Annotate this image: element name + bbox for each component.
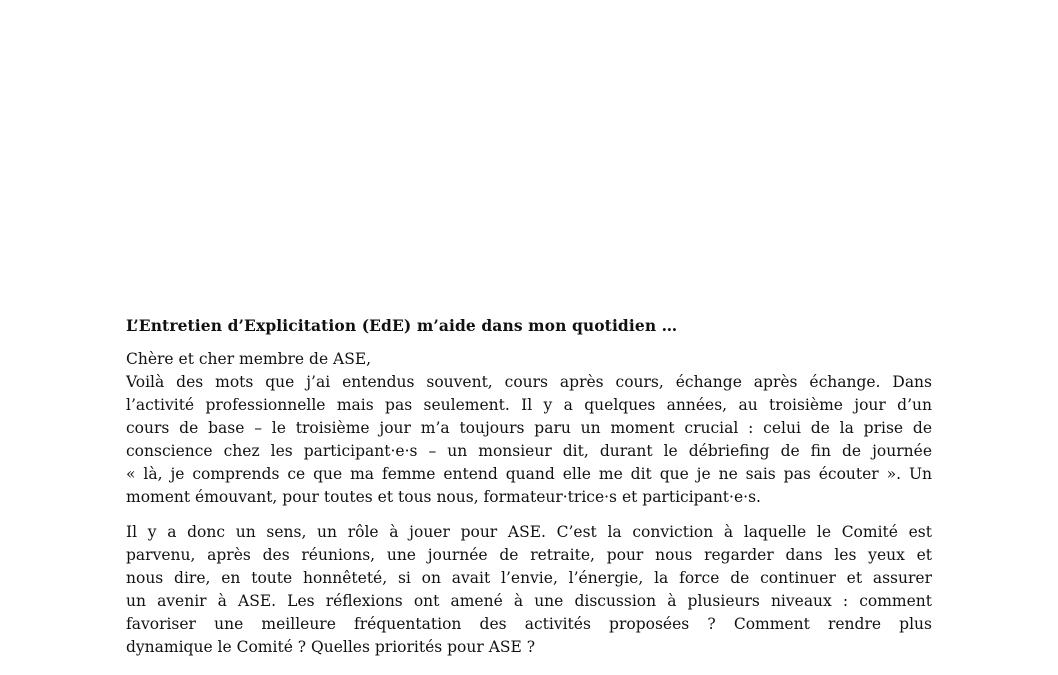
text-line: dynamique le Comité ? Quelles priorités pour ASE ? xyxy=(126,638,536,656)
text-line: Il y a donc un sens, un rôle à jouer pour ASE. C’est la conviction à laquelle le Comité est xyxy=(126,523,932,541)
text-line: favoriser une meilleure fréquentation des activités proposées ? Comment rendre plus xyxy=(126,615,932,633)
text-line: l’activité professionnelle mais pas seulement. Il y a quelques années, au troisième jour d’un xyxy=(126,396,932,414)
text-line: parvenu, après des réunions, une journée de retraite, pour nous regarder dans les yeux et xyxy=(126,546,932,564)
paragraph-2 xyxy=(126,521,932,659)
text-line: « là, je comprends ce que ma femme entend quand elle me dit que je ne sais pas écouter ». Un xyxy=(126,465,932,483)
text-line: moment émouvant, pour toutes et tous nous, formateur·trice·s et participant·e·s. xyxy=(126,488,761,506)
text-line: cours de base – le troisième jour m’a toujours paru un moment crucial : celui de la prise de xyxy=(126,419,932,437)
document-title: L’Entretien d’Explicitation (EdE) m’aide dans mon quotidien … xyxy=(126,316,678,335)
salutation: Chère et cher membre de ASE, xyxy=(126,350,372,368)
paragraph-1 xyxy=(126,348,932,509)
text-line: un avenir à ASE. Les réflexions ont amené à une discussion à plusieurs niveaux : comment xyxy=(126,592,932,610)
document-body xyxy=(126,316,932,659)
text-line: Voilà des mots que j’ai entendus souvent, cours après cours, échange après échange. Dans xyxy=(126,373,932,391)
text-line: nous dire, en toute honnêteté, si on avait l’envie, l’énergie, la force de continuer et assurer xyxy=(126,569,932,587)
text-line: conscience chez les participant·e·s – un monsieur dit, durant le débriefing de fin de journée xyxy=(126,442,932,460)
